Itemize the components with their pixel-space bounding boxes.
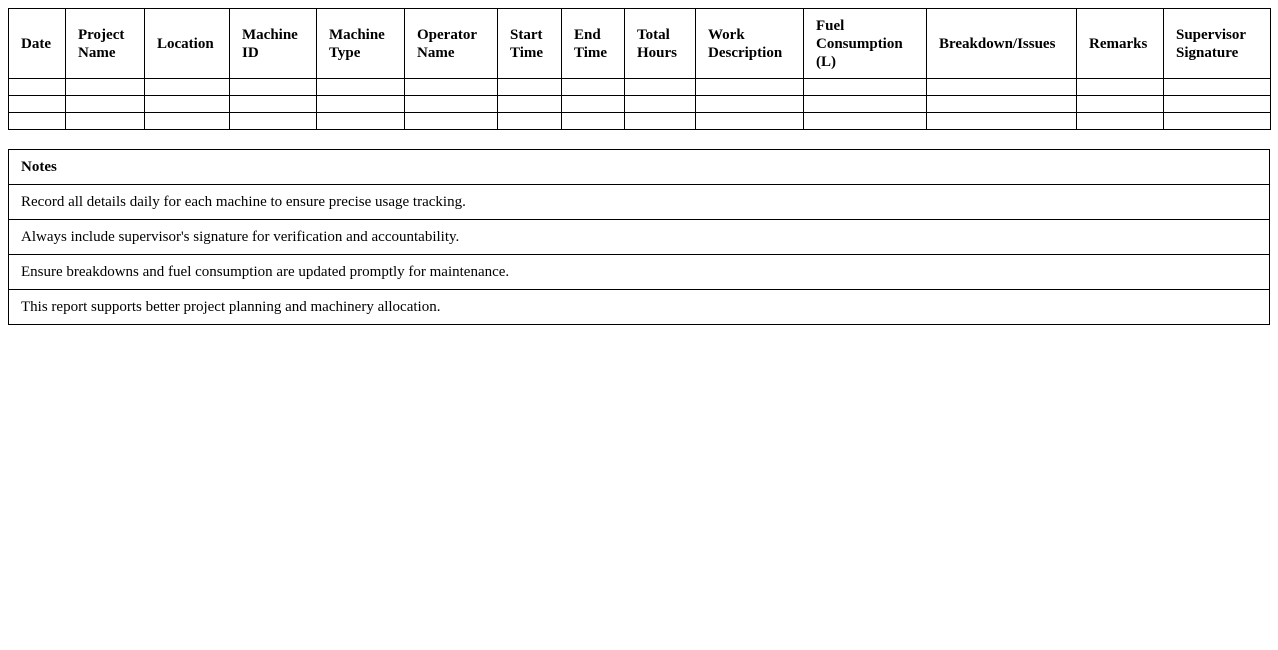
table-cell[interactable] <box>405 113 498 130</box>
header-location: Location <box>145 9 230 79</box>
note-row <box>9 220 1270 255</box>
table-row <box>9 96 1271 113</box>
header-row <box>9 9 1271 79</box>
table-cell[interactable] <box>1077 96 1164 113</box>
header-operator-name: Operator Name <box>405 9 498 79</box>
table-cell[interactable] <box>1077 113 1164 130</box>
table-cell[interactable] <box>66 79 145 96</box>
notes-table <box>8 149 1270 325</box>
header-supervisor-signature: Supervisor Signature <box>1164 9 1271 79</box>
header-machine-id: Machine ID <box>230 9 317 79</box>
table-cell[interactable] <box>66 96 145 113</box>
table-row <box>9 113 1271 130</box>
table-cell[interactable] <box>9 113 66 130</box>
table-cell[interactable] <box>804 96 927 113</box>
header-remarks: Remarks <box>1077 9 1164 79</box>
table-cell[interactable] <box>317 96 405 113</box>
note-item: This report supports better project planning and machinery allocation. <box>9 290 1270 325</box>
table-cell[interactable] <box>696 96 804 113</box>
table-cell[interactable] <box>9 96 66 113</box>
header-total-hours: Total Hours <box>625 9 696 79</box>
table-cell[interactable] <box>145 96 230 113</box>
notes-title: Notes <box>9 150 1270 185</box>
table-cell[interactable] <box>498 79 562 96</box>
table-cell[interactable] <box>230 113 317 130</box>
table-cell[interactable] <box>498 96 562 113</box>
note-item: Ensure breakdowns and fuel consumption are updated promptly for maintenance. <box>9 255 1270 290</box>
header-end-time: End Time <box>562 9 625 79</box>
table-cell[interactable] <box>1164 113 1271 130</box>
table-cell[interactable] <box>405 79 498 96</box>
machine-log-table <box>8 8 1271 130</box>
header-project-name: Project Name <box>66 9 145 79</box>
note-row <box>9 185 1270 220</box>
table-cell[interactable] <box>1077 79 1164 96</box>
table-cell[interactable] <box>625 79 696 96</box>
table-cell[interactable] <box>498 113 562 130</box>
table-cell[interactable] <box>625 113 696 130</box>
note-row <box>9 290 1270 325</box>
table-cell[interactable] <box>405 96 498 113</box>
table-cell[interactable] <box>1164 96 1271 113</box>
table-cell[interactable] <box>66 113 145 130</box>
table-cell[interactable] <box>927 96 1077 113</box>
note-item: Always include supervisor's signature for verification and accountability. <box>9 220 1270 255</box>
table-cell[interactable] <box>625 96 696 113</box>
table-row <box>9 79 1271 96</box>
note-item: Record all details daily for each machine to ensure precise usage tracking. <box>9 185 1270 220</box>
table-cell[interactable] <box>562 113 625 130</box>
table-cell[interactable] <box>804 113 927 130</box>
table-cell[interactable] <box>145 113 230 130</box>
table-cell[interactable] <box>696 79 804 96</box>
table-cell[interactable] <box>804 79 927 96</box>
table-cell[interactable] <box>562 96 625 113</box>
table-cell[interactable] <box>230 96 317 113</box>
header-start-time: Start Time <box>498 9 562 79</box>
header-breakdown-issues: Breakdown/Issues <box>927 9 1077 79</box>
note-row <box>9 255 1270 290</box>
table-cell[interactable] <box>317 79 405 96</box>
table-cell[interactable] <box>9 79 66 96</box>
header-date: Date <box>9 9 66 79</box>
notes-header-row <box>9 150 1270 185</box>
table-cell[interactable] <box>230 79 317 96</box>
header-work-description: Work Description <box>696 9 804 79</box>
table-cell[interactable] <box>145 79 230 96</box>
table-cell[interactable] <box>1164 79 1271 96</box>
table-cell[interactable] <box>562 79 625 96</box>
table-cell[interactable] <box>927 113 1077 130</box>
table-cell[interactable] <box>696 113 804 130</box>
table-cell[interactable] <box>927 79 1077 96</box>
header-fuel-consumption: Fuel Consumption (L) <box>804 9 927 79</box>
header-machine-type: Machine Type <box>317 9 405 79</box>
table-cell[interactable] <box>317 113 405 130</box>
